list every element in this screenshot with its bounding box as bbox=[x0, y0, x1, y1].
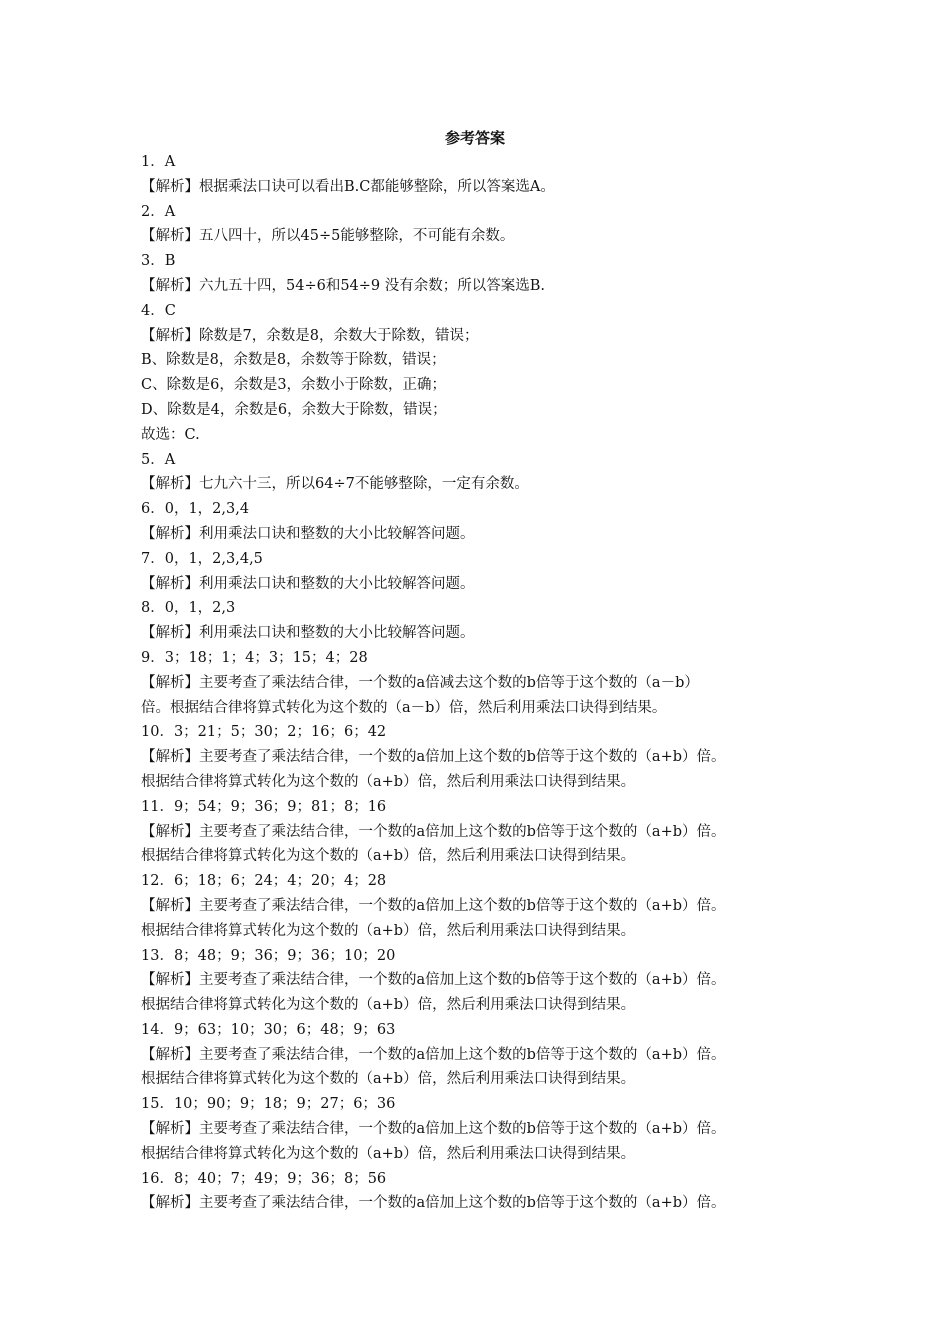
analysis-tag: 【解析】 bbox=[141, 476, 199, 493]
line-text: 根据结合律将算式转化为这个数的（a+b）倍，然后利用乘法口诀得到结果。 bbox=[141, 1071, 636, 1088]
answer-line bbox=[141, 596, 831, 621]
analysis-tag: 【解析】 bbox=[141, 327, 199, 344]
line-text: 根据结合律将算式转化为这个数的（a+b）倍，然后利用乘法口诀得到结果。 bbox=[141, 1145, 636, 1162]
line-text: D、除数是4，余数是6，余数大于除数，错误； bbox=[141, 401, 447, 418]
analysis-tag: 【解析】 bbox=[141, 178, 199, 195]
analysis-line bbox=[141, 621, 831, 646]
answer-line bbox=[141, 200, 831, 225]
analysis-line bbox=[141, 274, 831, 299]
analysis-tag: 【解析】 bbox=[141, 1046, 199, 1063]
answer-line bbox=[141, 398, 831, 423]
line-text: 根据结合律将算式转化为这个数的（a+b）倍，然后利用乘法口诀得到结果。 bbox=[141, 848, 636, 865]
answer-line bbox=[141, 1142, 831, 1167]
answer-line bbox=[141, 373, 831, 398]
answer-line bbox=[141, 770, 831, 795]
line-text: 3．B bbox=[141, 253, 176, 270]
line-text: 12．6；18；6；24；4；20；4；28 bbox=[141, 873, 387, 890]
analysis-line bbox=[141, 894, 831, 919]
line-text: 10．3；21；5；30；2；16；6；42 bbox=[141, 724, 387, 741]
line-text: 16．8；40；7；49；9；36；8；56 bbox=[141, 1170, 387, 1187]
analysis-line bbox=[141, 175, 831, 200]
line-text: 主要考查了乘法结合律，一个数的a倍加上这个数的b倍等于这个数的（a+b）倍。 bbox=[199, 897, 726, 914]
line-text: 4．C bbox=[141, 302, 176, 319]
analysis-tag: 【解析】 bbox=[141, 1195, 199, 1212]
line-text: 13．8；48；9；36；9；36；10；20 bbox=[141, 947, 396, 964]
analysis-tag: 【解析】 bbox=[141, 277, 199, 294]
line-text: 根据结合律将算式转化为这个数的（a+b）倍，然后利用乘法口诀得到结果。 bbox=[141, 997, 636, 1014]
line-text: 主要考查了乘法结合律，一个数的a倍加上这个数的b倍等于这个数的（a+b）倍。 bbox=[199, 823, 726, 840]
line-text: 利用乘法口诀和整数的大小比较解答问题。 bbox=[199, 525, 475, 542]
line-text: 2．A bbox=[141, 203, 176, 220]
answer-line bbox=[141, 720, 831, 745]
answer-line bbox=[141, 646, 831, 671]
analysis-line bbox=[141, 324, 831, 349]
line-text: 利用乘法口诀和整数的大小比较解答问题。 bbox=[199, 575, 475, 592]
answer-line bbox=[141, 299, 831, 324]
answer-line bbox=[141, 497, 831, 522]
answer-line bbox=[141, 944, 831, 969]
analysis-line bbox=[141, 572, 831, 597]
line-text: C、除数是6，余数是3，余数小于除数，正确； bbox=[141, 377, 447, 394]
answer-line bbox=[141, 919, 831, 944]
line-text: 主要考查了乘法结合律，一个数的a倍加上这个数的b倍等于这个数的（a+b）倍。 bbox=[199, 1046, 726, 1063]
line-text: 主要考查了乘法结合律，一个数的a倍加上这个数的b倍等于这个数的（a+b）倍。 bbox=[199, 749, 726, 766]
analysis-line bbox=[141, 472, 831, 497]
line-text: 根据结合律将算式转化为这个数的（a+b）倍，然后利用乘法口诀得到结果。 bbox=[141, 922, 636, 939]
analysis-tag: 【解析】 bbox=[141, 575, 199, 592]
answer-line bbox=[141, 547, 831, 572]
analysis-tag: 【解析】 bbox=[141, 1121, 199, 1138]
answer-list bbox=[141, 150, 831, 1216]
answer-line bbox=[141, 348, 831, 373]
line-text: 6．0，1，2,3,4 bbox=[141, 501, 250, 518]
line-text: 根据结合律将算式转化为这个数的（a+b）倍，然后利用乘法口诀得到结果。 bbox=[141, 773, 636, 790]
line-text: 5．A bbox=[141, 451, 176, 468]
line-text: 故选：C. bbox=[141, 426, 200, 443]
line-text: 9．3；18；1；4；3；15；4；28 bbox=[141, 649, 368, 666]
answer-line bbox=[141, 249, 831, 274]
line-text: 主要考查了乘法结合律，一个数的a倍加上这个数的b倍等于这个数的（a+b）倍。 bbox=[199, 1195, 726, 1212]
answer-line bbox=[141, 448, 831, 473]
line-text: 主要考查了乘法结合律，一个数的a倍加上这个数的b倍等于这个数的（a+b）倍。 bbox=[199, 1121, 726, 1138]
line-text: B、除数是8，余数是8，余数等于除数，错误； bbox=[141, 352, 446, 369]
line-text: 11．9；54；9；36；9；81；8；16 bbox=[141, 798, 387, 815]
answer-line bbox=[141, 1067, 831, 1092]
line-text: 7．0，1，2,3,4,5 bbox=[141, 550, 263, 567]
analysis-tag: 【解析】 bbox=[141, 525, 199, 542]
analysis-tag: 【解析】 bbox=[141, 897, 199, 914]
analysis-line bbox=[141, 522, 831, 547]
answer-line bbox=[141, 795, 831, 820]
analysis-tag: 【解析】 bbox=[141, 625, 199, 642]
analysis-tag: 【解析】 bbox=[141, 972, 199, 989]
line-text: 五八四十，所以45÷5能够整除，不可能有余数。 bbox=[199, 228, 515, 245]
line-text: 七九六十三，所以64÷7不能够整除，一定有余数。 bbox=[199, 476, 529, 493]
analysis-line bbox=[141, 1191, 831, 1216]
line-text: 1．A bbox=[141, 154, 176, 170]
analysis-line bbox=[141, 820, 831, 845]
answer-line bbox=[141, 993, 831, 1018]
line-text: 8．0，1，2,3 bbox=[141, 600, 236, 617]
line-text: 利用乘法口诀和整数的大小比较解答问题。 bbox=[199, 625, 475, 642]
line-text: 15．10；90；9；18；9；27；6；36 bbox=[141, 1096, 396, 1113]
answer-line bbox=[141, 423, 831, 448]
page-title: 参考答案 bbox=[444, 129, 505, 147]
analysis-tag: 【解析】 bbox=[141, 749, 199, 766]
answer-line bbox=[141, 1018, 831, 1043]
line-text: 除数是7，余数是8，余数大于除数，错误； bbox=[199, 327, 479, 344]
line-text: 六九五十四，54÷6和54÷9 没有余数；所以答案选B. bbox=[199, 277, 546, 294]
line-text: 根据乘法口诀可以看出B.C都能够整除，所以答案选A。 bbox=[199, 178, 555, 195]
line-text: 14．9；63；10；30；6；48；9；63 bbox=[141, 1021, 396, 1038]
analysis-line bbox=[141, 968, 831, 993]
analysis-line bbox=[141, 224, 831, 249]
answer-line bbox=[141, 1092, 831, 1117]
analysis-tag: 【解析】 bbox=[141, 228, 199, 245]
analysis-line bbox=[141, 1117, 831, 1142]
answer-line bbox=[141, 869, 831, 894]
analysis-tag: 【解析】 bbox=[141, 823, 199, 840]
answer-line bbox=[141, 696, 831, 721]
line-text: 主要考查了乘法结合律，一个数的a倍加上这个数的b倍等于这个数的（a+b）倍。 bbox=[199, 972, 726, 989]
analysis-tag: 【解析】 bbox=[141, 674, 199, 691]
answer-line bbox=[141, 844, 831, 869]
analysis-line bbox=[141, 1043, 831, 1068]
line-text: 主要考查了乘法结合律，一个数的a倍减去这个数的b倍等于这个数的（a－b） bbox=[199, 674, 699, 691]
answer-line bbox=[141, 150, 831, 175]
analysis-line bbox=[141, 671, 831, 696]
analysis-line bbox=[141, 745, 831, 770]
line-text: 倍。根据结合律将算式转化为这个数的（a－b）倍，然后利用乘法口诀得到结果。 bbox=[141, 699, 667, 716]
answer-line bbox=[141, 1167, 831, 1192]
